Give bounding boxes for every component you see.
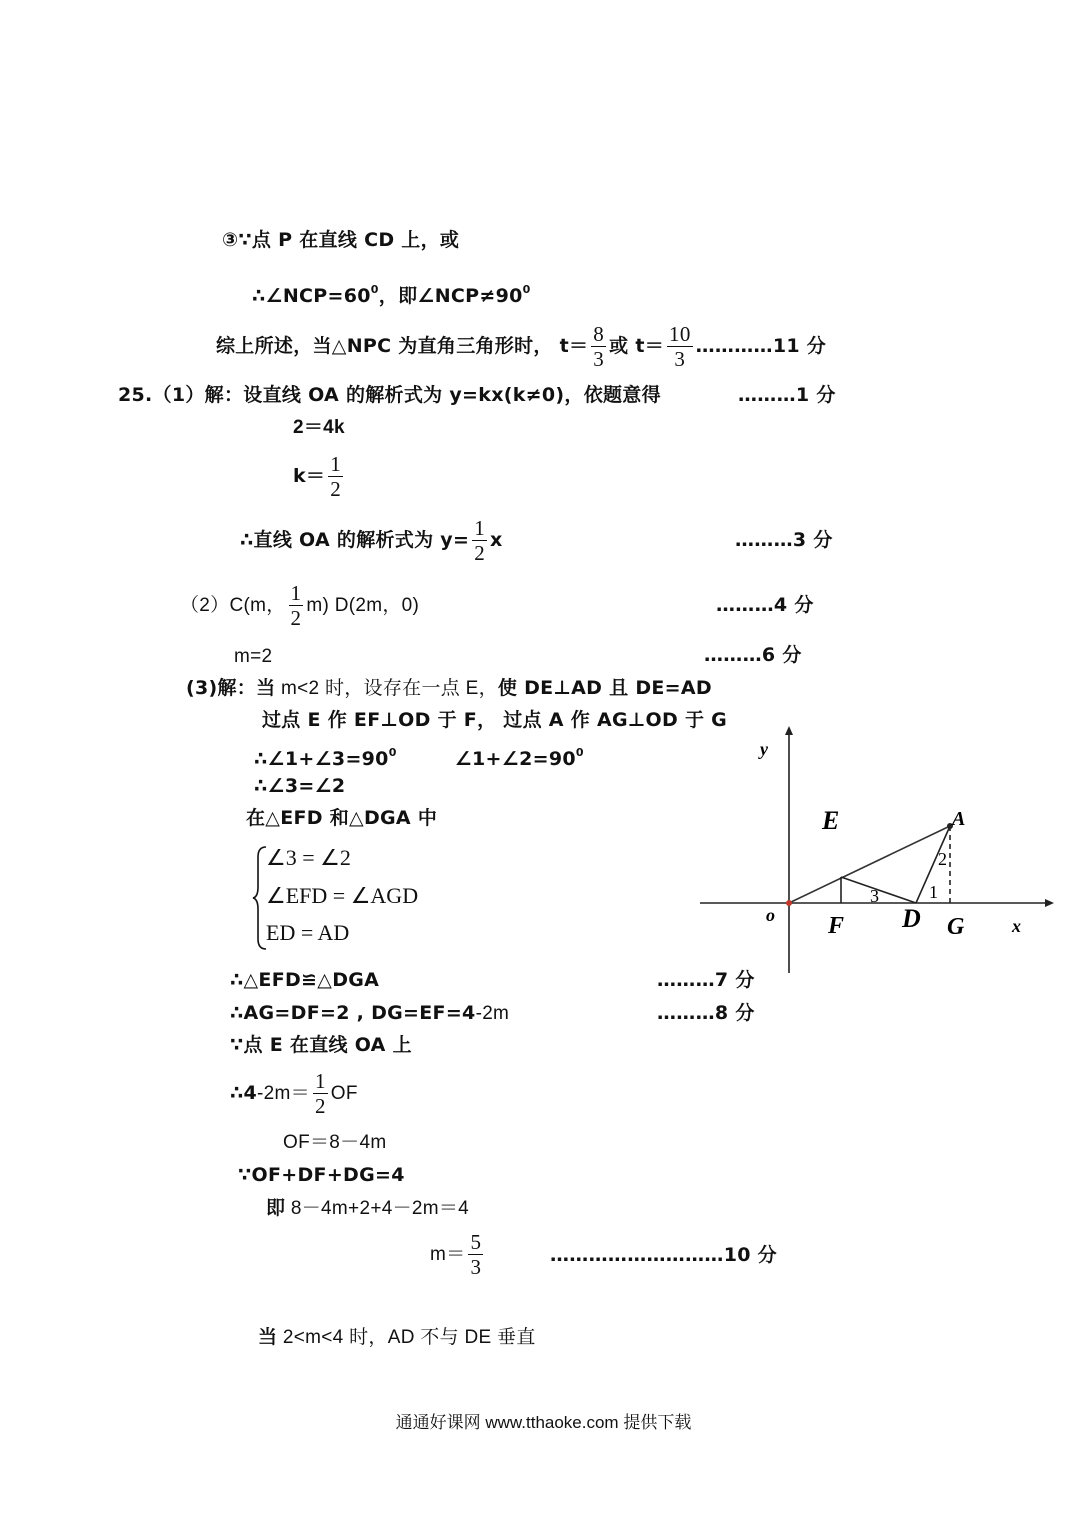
construction-line [262,708,727,732]
ag-df-line [230,1001,509,1026]
score-8 [657,1001,755,1025]
eq-of [283,1131,386,1155]
degree-sup: 0 [370,283,379,296]
numerator: 5 [470,1230,482,1255]
line-oa-expression [240,512,503,568]
point-f-label: F [828,913,845,939]
text: k＝ [293,465,326,487]
text: 2＝4k [293,417,345,438]
text: ∴∠NCP=60 [252,285,371,307]
origin-label: o [766,905,775,925]
text: ………………………10 分 [550,1244,777,1266]
text: 当 [258,1326,278,1348]
text: m＝ [430,1244,466,1265]
text: 使 DE⊥AD 且 DE=AD [497,677,712,699]
y-axis [785,726,793,973]
congruence-system [252,843,492,953]
text: （2）C(m， [180,595,286,616]
line-ncp-60 [252,278,531,308]
denominator: 2 [314,1094,326,1118]
text: -2m＝ [257,1083,310,1104]
text: ∴∠3=∠2 [254,775,346,797]
fraction-5-3 [468,1230,483,1279]
text: ………1 分 [738,384,836,406]
numerator: 1 [290,581,302,606]
text: ，即∠NCP≠90 [378,285,523,307]
system-row-1: ∠3 = ∠2 [266,845,351,870]
score: …………11 分 [695,335,827,357]
text: ∵点 E 在直线 OA 上 [230,1034,412,1056]
e-on-oa [230,1033,412,1057]
text: ………6 分 [704,644,802,666]
eq-k-half [293,448,346,504]
text: m) D(2m，0) [306,595,420,616]
denominator: 3 [593,347,605,371]
score-3 [735,528,833,552]
eq-m-5-3 [430,1227,486,1283]
text: 即 [266,1197,286,1219]
fraction-1-2 [313,1069,328,1118]
degree-sup: 0 [388,746,397,759]
geometry-figure [700,725,1060,985]
text: m=2 [234,646,273,667]
text: ∠1+∠2=90 [454,748,576,770]
angle-3-label: 3 [870,886,879,906]
text: OF＝8－4m [283,1132,387,1153]
text: OF [330,1083,358,1104]
origin-dot [786,900,792,906]
score-1 [738,383,836,407]
numerator: 10 [669,322,691,346]
fraction-1-2 [472,516,487,565]
denominator: 2 [330,477,342,501]
text: ………3 分 [735,529,833,551]
text: ∴直线 OA 的解析式为 y= [240,529,470,551]
score-4 [716,593,814,617]
text: ∴AG=DF=2 , DG=EF=4 [230,1002,476,1024]
text: 在△EFD 和△DGA 中 [246,807,438,829]
text: m<2 时，设存在一点 E， [275,678,498,699]
fraction-1-2 [289,581,304,630]
degree-sup: 0 [575,746,584,759]
text: ………7 分 [657,969,755,991]
fraction-1-2 [328,452,343,501]
text: -2m [475,1003,510,1024]
congruence-conclusion [230,968,379,992]
case-2-m-4 [258,1325,536,1350]
angle-3-eq-2 [254,774,345,798]
text: 25.（1）解：设直线 OA 的解析式为 y=kx(k≠0)，依题意得 [118,384,661,406]
sum-line [238,1163,405,1187]
substitute-line [266,1196,469,1221]
numerator: 1 [330,452,342,476]
angle-sum-line [254,741,584,771]
system-row-2: ∠EFD = ∠AGD [266,883,419,908]
text: (3)解：当 [186,677,276,699]
text: ③∵点 P 在直线 CD 上，或 [222,229,460,251]
x-axis-label: x [1012,916,1021,936]
point-g-label: G [947,914,965,940]
fraction-8-3 [591,322,606,371]
angle-2-label: 2 [938,849,947,869]
text: ∴∠1+∠3=90 [254,748,389,770]
denominator: 3 [470,1255,482,1280]
part3-intro [186,676,712,701]
numerator: 1 [314,1069,326,1093]
part2-coordinates [180,578,419,634]
point-a-label: A [952,808,966,830]
y-axis-label: y [760,739,768,759]
text: ………4 分 [716,594,814,616]
triangles-intro [246,806,437,830]
numerator: 8 [593,322,605,346]
numerator: 1 [474,516,486,540]
angle-1-label: 1 [929,882,938,902]
eq-4-2m [230,1065,358,1122]
text: ∴4 [230,1082,258,1104]
denominator: 2 [474,541,486,565]
footer-source: 通通好课网 www.tthaoke.com 提供下载 [395,1413,692,1432]
line-summary [216,318,826,374]
text: 综上所述，当△NPC 为直角三角形时， t＝ [216,335,589,357]
point-d-label: D [902,904,921,933]
degree-sup: 0 [522,283,531,296]
text: x [490,529,503,551]
text: ………8 分 [657,1002,755,1024]
score-10 [550,1243,777,1267]
fraction-10-3 [667,322,693,371]
text: 过点 E 作 EF⊥OD 于 F， 过点 A 作 AG⊥OD 于 G [262,709,728,731]
system-row-3: ED = AD [266,920,350,945]
question-25-part1 [118,383,661,407]
text: 8－4m+2+4－2m＝4 [285,1198,470,1219]
line-point-p-on-cd [222,228,459,252]
eq-2-4k [293,416,345,440]
text: 或 t＝ [609,335,665,357]
point-e-label: E [822,806,840,835]
text: 2<m<4 时，AD 不与 DE 垂直 [277,1327,536,1348]
text: ∵OF+DF+DG=4 [238,1164,405,1186]
eq-m-2 [234,645,272,669]
score-6 [704,643,802,667]
text: ∴△EFD≌△DGA [230,969,380,991]
denominator: 3 [674,347,686,371]
denominator: 2 [290,606,302,631]
